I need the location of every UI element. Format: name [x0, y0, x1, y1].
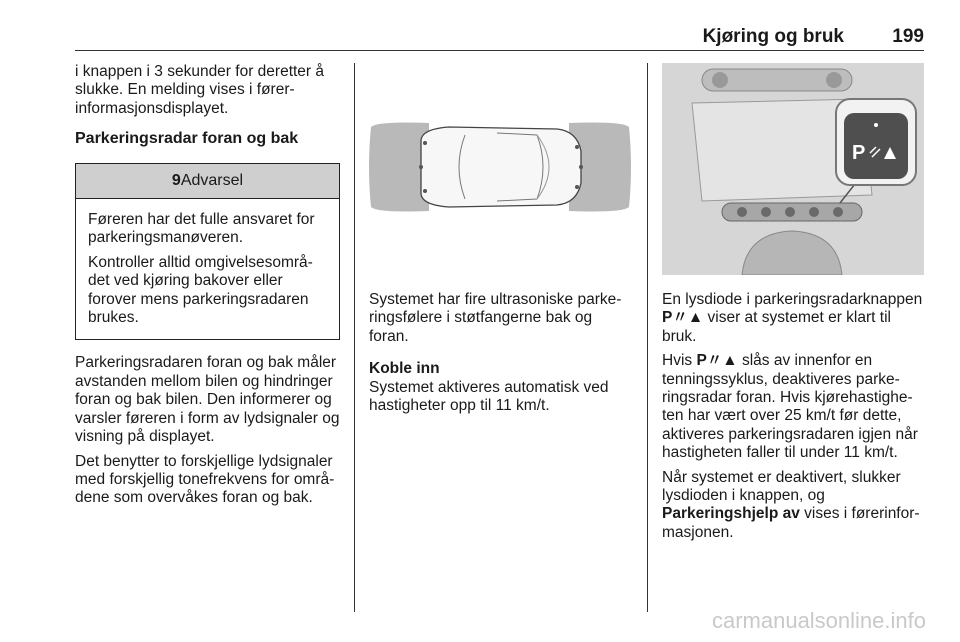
section-title: Kjøring og bruk [702, 26, 844, 47]
body-paragraph [662, 352, 927, 462]
section-heading: Parkeringsradar foran og bak [75, 130, 299, 148]
text-run: slås av innenfor en tenningssyklus, deaktiveres parkeringsradar foran. Hvis kjørehastigheten har vært over 25 km/t før dette, aktiveres parkeringsradaren igjen når hastigheten faller til under 11 km/t. [662, 352, 918, 462]
warning-paragraph: Kontroller alltid omgivelsesområdet ved kjøring bakover eller forover mens parkeringsradaren brukes. [88, 253, 313, 327]
display-message: Parkeringshjelp av [662, 505, 800, 523]
header-rule [75, 50, 924, 51]
console-button-illustration [662, 63, 924, 275]
parking-sensor-icon: P〃▲ [696, 352, 738, 370]
body-paragraph: Det benytter to forskjellige lydsignaler med forskjellig tonefrekvens for områdene som overvåkes foran og bak. [75, 452, 335, 507]
page-number: 199 [892, 26, 924, 47]
body-paragraph: Parkeringsradaren foran og bak måler avstanden mellom bilen og hindringer foran og bak bilen. Den informerer og varsler føreren i form av lydsignaler og visning på displayet. [75, 354, 340, 446]
warning-box [75, 163, 340, 341]
text-run: viser at systemet er klart til bruk. [662, 309, 891, 345]
text-run: Når systemet er deaktivert, slukker lysdioden i knappen, og [662, 468, 901, 505]
body-paragraph [662, 291, 927, 346]
intro-paragraph: i knappen i 3 sekunder for deretter å slukke. En melding vises i førerinformasjonsdisplayet. [75, 63, 325, 117]
column-3 [662, 63, 927, 548]
column-1 [75, 63, 340, 514]
warning-header [76, 164, 339, 199]
body-paragraph: Systemet aktiveres automatisk ved hastigheter opp til 11 km/t. [369, 378, 609, 415]
parking-sensor-icon: P〃▲ [662, 309, 704, 327]
watermark: carmanualsonline.info [711, 608, 926, 633]
column-divider-1 [354, 63, 355, 612]
warning-title: Advarsel [180, 171, 244, 189]
body-paragraph [662, 469, 927, 543]
text-run: Hvis [662, 352, 693, 370]
car-sensor-zones-illustration [369, 63, 631, 275]
subheading: Koble inn [369, 360, 440, 378]
text-run: vises i førerinformasjonen. [662, 505, 920, 541]
warning-body [76, 199, 339, 339]
column-2 [369, 63, 634, 421]
column-divider-2 [647, 63, 648, 612]
page-header [75, 26, 924, 50]
body-paragraph: Systemet har fire ultrasoniske parkeringsfølere i støtfangerne bak og foran. [369, 291, 622, 345]
warning-triangle-icon: 9 [171, 171, 181, 189]
warning-paragraph: Føreren har det fulle ansvaret for parkeringsmanøveren. [88, 211, 315, 247]
svg-text:P: P [852, 142, 866, 164]
text-run: En lysdiode i parkeringsradarknappen [662, 291, 923, 308]
